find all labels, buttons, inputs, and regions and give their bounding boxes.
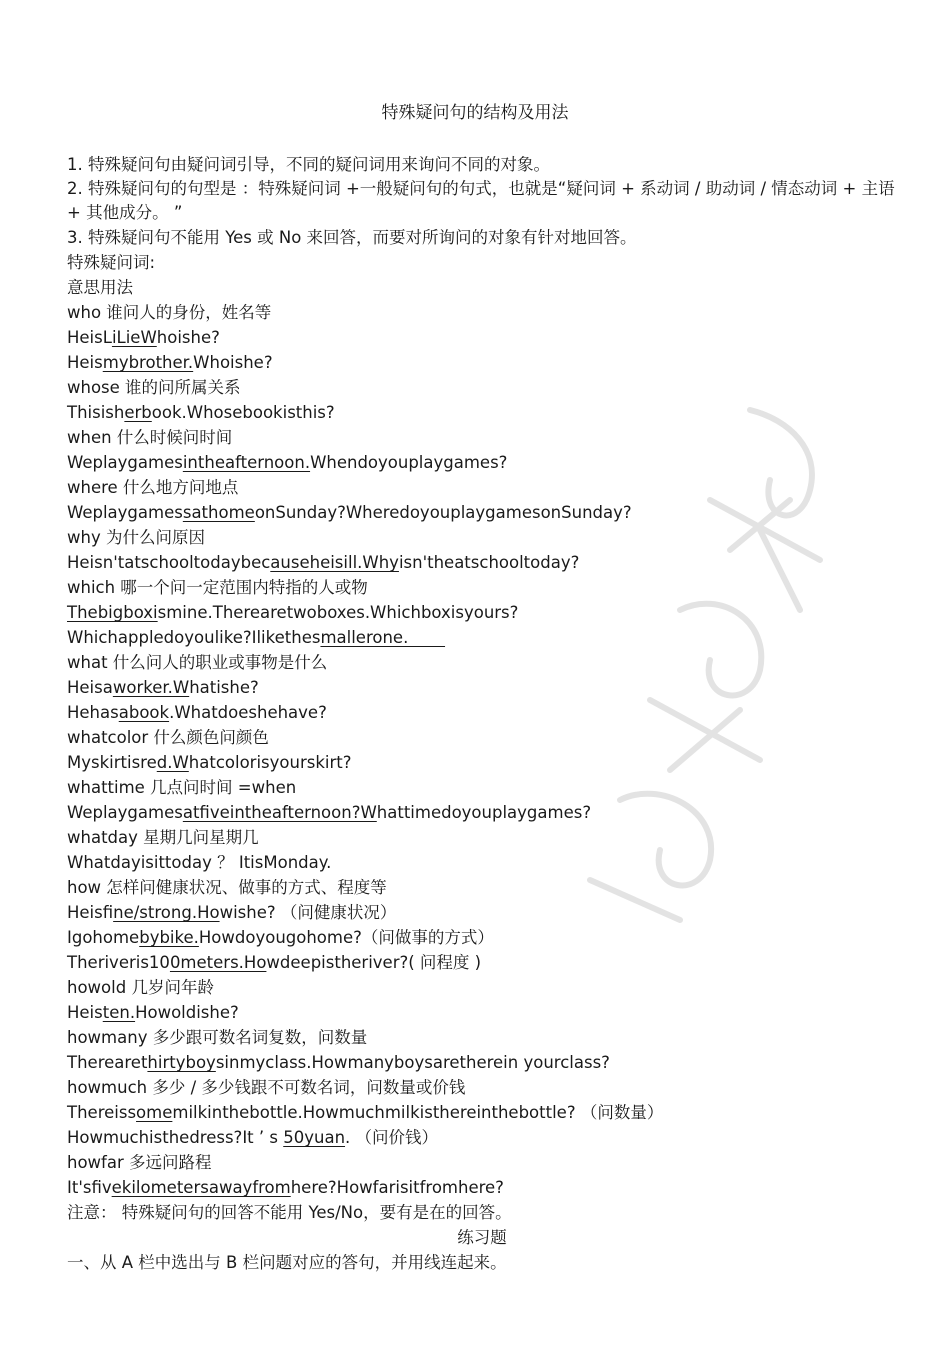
underlined-answer: erb	[124, 403, 152, 422]
line-text: hattimedoyouplaygames?	[376, 803, 592, 822]
line-howmuch	[67, 1075, 897, 1100]
line-text: whose 谁的问所属关系	[67, 378, 241, 397]
line-whose	[67, 375, 897, 400]
line-text: whatcolor 什么颜色问颜色	[67, 728, 269, 747]
line-text: . （问价钱）	[345, 1128, 439, 1147]
line-when-ex	[67, 450, 897, 475]
line-who	[67, 300, 897, 325]
line-when	[67, 425, 897, 450]
line-text: 特殊疑问词:	[67, 253, 156, 272]
line-heading-words	[67, 250, 897, 275]
line-text: which 哪一个问一定范围内特指的人或物	[67, 578, 368, 597]
line-where	[67, 475, 897, 500]
line-text: Weplaygames	[67, 453, 183, 472]
line-text: Igohome	[67, 928, 140, 947]
line-text: Whendoyouplaygames?	[310, 453, 508, 472]
underlined-answer: sathome	[182, 503, 255, 522]
line-whattime	[67, 775, 897, 800]
line-text: Heisn'tatschooltodaybec	[67, 553, 271, 572]
line-note	[67, 1200, 897, 1225]
line-who-ex1	[67, 325, 897, 350]
underlined-answer: d.W	[156, 753, 189, 772]
line-rule-1	[67, 152, 897, 177]
line-howold-ex	[67, 1000, 897, 1025]
line-text: who 谁问人的身份，姓名等	[67, 303, 272, 322]
line-text: Heis	[67, 1003, 103, 1022]
line-text: when 什么时候问时间	[67, 428, 233, 447]
line-what	[67, 650, 897, 675]
line-text: smine.Therearetwoboxes.Whichboxisyours?	[157, 603, 519, 622]
line-whatday-ex	[67, 850, 897, 875]
underlined-answer: bybike.	[139, 928, 199, 947]
line-howmuch-ex1	[67, 1100, 897, 1125]
underlined-answer: intheafternoon.	[182, 453, 311, 472]
line-text: ook.Whosebookisthis?	[151, 403, 335, 422]
line-text: 2. 特殊疑问句的句型是 ：特殊疑问词 +一般疑问句的句式，也就是“疑问词 + 系动词 / 助动词 / 情态动词 + 主语 + 其他成分。 ”	[67, 179, 895, 222]
line-text: how 怎样问健康状况、做事的方式、程度等	[67, 878, 387, 897]
line-text: 1. 特殊疑问句由疑问词引导，不同的疑问词用来询问不同的对象。	[67, 155, 550, 174]
underlined-answer: atfiveintheafternoon?W	[182, 803, 377, 822]
line-what-ex2	[67, 700, 897, 725]
line-howfar	[67, 1150, 897, 1175]
line-text: Howdoyougohome?（问做事的方式）	[198, 928, 494, 947]
underlined-answer: auseheisill.Why	[270, 553, 399, 572]
line-text: whatday 星期几问星期几	[67, 828, 259, 847]
line-text: Theriveris10	[67, 953, 170, 972]
line-text: Whoishe?	[193, 353, 273, 372]
line-text: milkinthebottle.Howmuchmilkisthereinthebottle? （问数量）	[172, 1103, 664, 1122]
line-text: hatishe?	[189, 678, 259, 697]
line-howold	[67, 975, 897, 1000]
line-text: sinmyclass.Howmanyboysaretherein yourclass?	[215, 1053, 610, 1072]
line-howmany	[67, 1025, 897, 1050]
underlined-answer: iLieW	[111, 328, 157, 347]
line-text: whattime 几点问时间 =when	[67, 778, 297, 797]
line-text: Weplaygames	[67, 803, 183, 822]
line-text: Thereiss	[67, 1103, 137, 1122]
line-text: here?Howfarisitfromhere?	[290, 1178, 504, 1197]
underlined-answer: worker.W	[112, 678, 190, 697]
line-text: howold 几岁问年龄	[67, 978, 214, 997]
line-text: Myskirtisre	[67, 753, 157, 772]
underlined-answer: Thebigboxi	[67, 603, 158, 622]
line-rule-3	[67, 225, 897, 250]
line-text: onSunday?WheredoyouplaygamesonSunday?	[254, 503, 632, 522]
line-how-ex3	[67, 950, 897, 975]
line-text: Heisf	[67, 903, 114, 922]
line-exercise-1	[67, 1250, 897, 1275]
line-text: 练习题	[457, 1228, 507, 1247]
line-how-ex2	[67, 925, 897, 950]
line-which-ex1	[67, 600, 897, 625]
line-text: wdeepistheriver?( 问程度 )	[266, 953, 482, 972]
line-text: 意思用法	[67, 278, 133, 297]
line-text: 注意： 特殊疑问句的回答不能用 Yes/No，要有是在的回答。	[67, 1203, 512, 1222]
underlined-answer: 50yuan	[283, 1128, 346, 1147]
line-which-ex2	[67, 625, 897, 650]
underlined-answer: ome	[136, 1103, 173, 1122]
line-whatcolor	[67, 725, 897, 750]
line-text: Thisish	[67, 403, 125, 422]
line-whattime-ex	[67, 800, 897, 825]
line-text: wishe? （问健康状况）	[219, 903, 397, 922]
line-text: 3. 特殊疑问句不能用 Yes 或 No 来回答，而要对所询问的对象有针对地回答。	[67, 228, 637, 247]
line-whatcolor-ex	[67, 750, 897, 775]
underlined-answer: hirtyboy	[147, 1053, 216, 1072]
line-how-ex1	[67, 900, 897, 925]
line-howmuch-ex2	[67, 1125, 897, 1150]
line-who-ex2	[67, 350, 897, 375]
line-text: howfar 多远问路程	[67, 1153, 212, 1172]
line-text: Whatdayisittoday ？ ItisMonday.	[67, 853, 332, 872]
line-howfar-ex	[67, 1175, 897, 1200]
line-text: Whichappledoyoulike?Ilikethes	[67, 628, 321, 647]
line-text: why 为什么问原因	[67, 528, 205, 547]
line-rule-2	[67, 177, 897, 225]
line-text: Therearet	[67, 1053, 148, 1072]
line-text: what 什么问人的职业或事物是什么	[67, 653, 328, 672]
underlined-answer: 0meters.Ho	[169, 953, 267, 972]
line-whose-ex	[67, 400, 897, 425]
line-text: HeisL	[67, 328, 112, 347]
line-text: 一、从 A 栏中选出与 B 栏问题对应的答句，并用线连起来。	[67, 1253, 507, 1272]
line-text: howmuch 多少 / 多少钱跟不可数名词，问数量或价钱	[67, 1078, 466, 1097]
line-text: Heis	[67, 353, 103, 372]
line-text: Hehas	[67, 703, 119, 722]
line-text: isn'theatschooltoday?	[398, 553, 580, 572]
line-text: Howmuchisthedress?It ’ s	[67, 1128, 284, 1147]
underlined-answer: ekilometersawayfrom	[111, 1178, 291, 1197]
line-text: Howoldishe?	[135, 1003, 239, 1022]
underlined-answer: ine/strong.Ho	[113, 903, 220, 922]
line-text: hatcolorisyourskirt?	[188, 753, 352, 772]
underlined-answer: abook	[118, 703, 170, 722]
line-text: Weplaygames	[67, 503, 183, 522]
line-text: It'sfiv	[67, 1178, 112, 1197]
line-whatday	[67, 825, 897, 850]
line-where-ex	[67, 500, 897, 525]
line-howmany-ex	[67, 1050, 897, 1075]
document-body	[67, 152, 897, 1275]
line-why	[67, 525, 897, 550]
underlined-answer: mybrother.	[102, 353, 194, 372]
underlined-answer: mallerone.	[320, 628, 446, 647]
line-what-ex1	[67, 675, 897, 700]
line-text: hoishe?	[156, 328, 220, 347]
underlined-answer: ten.	[102, 1003, 136, 1022]
line-text: .Whatdoeshehave?	[169, 703, 327, 722]
line-text: Heisa	[67, 678, 113, 697]
line-why-ex	[67, 550, 897, 575]
line-which	[67, 575, 897, 600]
line-text: where 什么地方问地点	[67, 478, 239, 497]
line-heading-meaning	[67, 275, 897, 300]
page-title: 特殊疑问句的结构及用法	[381, 103, 569, 123]
line-exercise-title	[67, 1225, 897, 1250]
line-text: howmany 多少跟可数名词复数，问数量	[67, 1028, 368, 1047]
line-how	[67, 875, 897, 900]
